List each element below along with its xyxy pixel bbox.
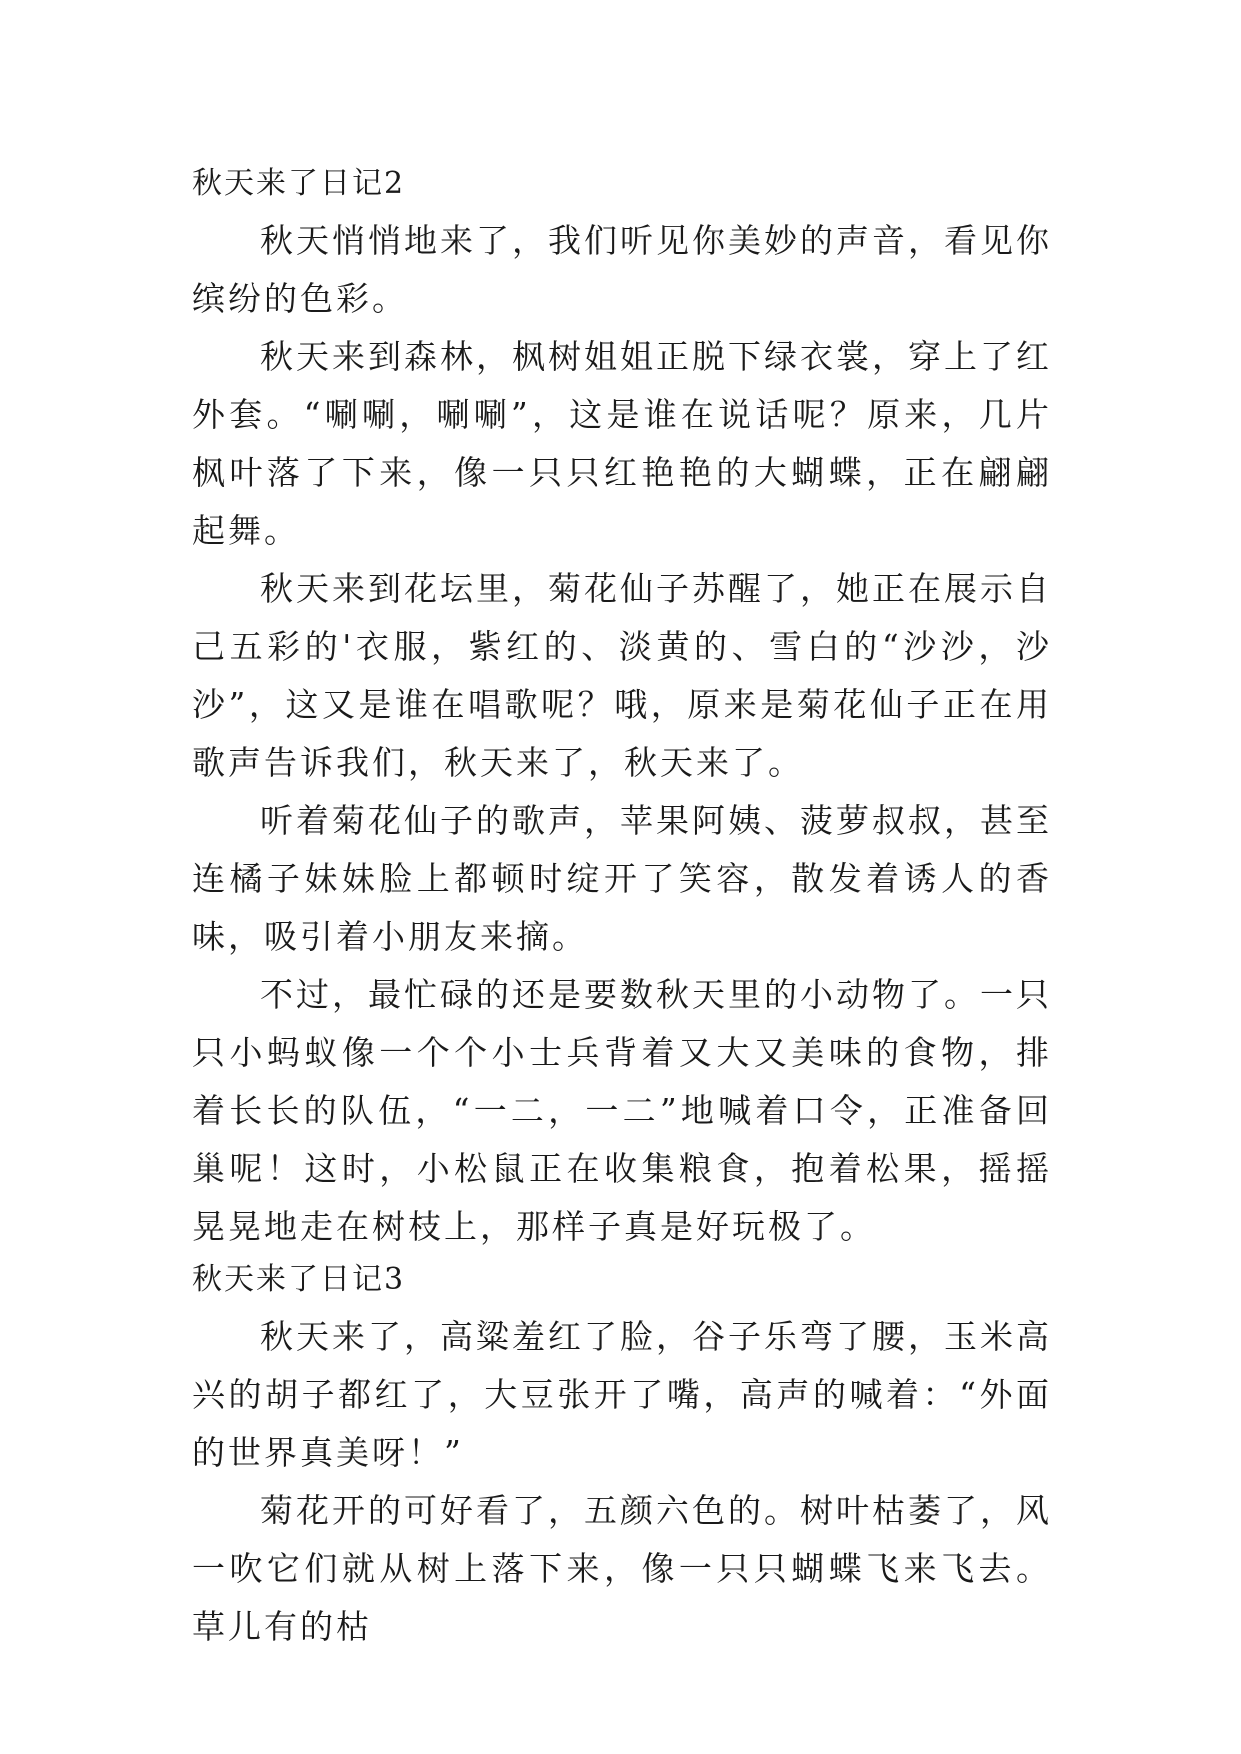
paragraph: 秋天来了，高粱羞红了脸，谷子乐弯了腰，玉米高兴的胡子都红了，大豆张开了嘴，高声的喊着：“外面的世界真美呀！” bbox=[192, 1317, 1052, 1472]
diary-section-3 bbox=[192, 1256, 1052, 1656]
paragraph: 秋天来到森林，枫树姐姐正脱下绿衣裳，穿上了红外套。“唰唰，唰唰”，这是谁在说话呢？原来，几片枫叶落了下来，像一只只红艳艳的大蝴蝶，正在翩翩起舞。 bbox=[192, 337, 1052, 550]
diary-section-2 bbox=[192, 160, 1052, 1256]
paragraph: 不过，最忙碌的还是要数秋天里的小动物了。一只只小蚂蚁像一个个小士兵背着又大又美味的食物，排着长长的队伍，“一二，一二”地喊着口令，正准备回巢呢！这时，小松鼠正在收集粮食，抱着松果，摇摇晃晃地走在树枝上，那样子真是好玩极了。 bbox=[192, 975, 1052, 1246]
document-page bbox=[192, 160, 1052, 1656]
paragraph: 秋天悄悄地来了，我们听见你美妙的声音，看见你缤纷的色彩。 bbox=[192, 221, 1052, 318]
paragraph: 秋天来到花坛里，菊花仙子苏醒了，她正在展示自己五彩的'衣服，紫红的、淡黄的、雪白的“沙沙，沙沙”，这又是谁在唱歌呢？哦，原来是菊花仙子正在用歌声告诉我们，秋天来了，秋天来了。 bbox=[192, 569, 1052, 782]
paragraph: 听着菊花仙子的歌声，苹果阿姨、菠萝叔叔，甚至连橘子妹妹脸上都顿时绽开了笑容，散发着诱人的香味，吸引着小朋友来摘。 bbox=[192, 801, 1052, 956]
paragraph: 菊花开的可好看了，五颜六色的。树叶枯萎了，风一吹它们就从树上落下来，像一只只蝴蝶飞来飞去。草儿有的枯 bbox=[192, 1491, 1052, 1646]
section-title: 秋天来了日记2 bbox=[192, 166, 406, 201]
section-title: 秋天来了日记3 bbox=[192, 1262, 406, 1297]
